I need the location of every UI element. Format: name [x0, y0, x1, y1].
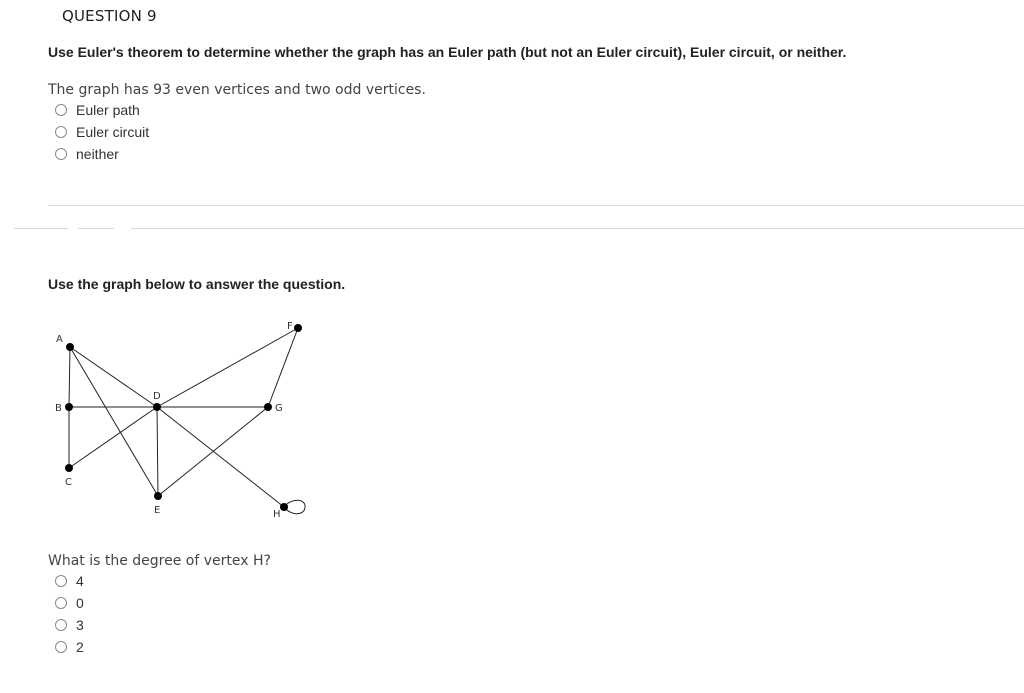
option-label: Euler circuit — [76, 124, 150, 140]
option-label: 3 — [76, 617, 84, 633]
vertex-a — [66, 343, 74, 351]
divider — [14, 228, 68, 229]
divider — [78, 228, 114, 229]
divider — [48, 205, 1024, 206]
edge-d-f — [157, 328, 298, 407]
vertex-b — [65, 403, 73, 411]
vertex-label-f: F — [287, 321, 293, 332]
radio-button[interactable] — [55, 641, 67, 653]
graph-question-prompt: What is the degree of vertex H? — [48, 553, 271, 569]
vertex-e — [154, 492, 162, 500]
graph-edges — [69, 328, 305, 514]
option-label: 4 — [76, 573, 84, 589]
question-prompt: Use Euler's theorem to determine whether the graph has an Euler path (but not an Euler circuit), Euler circuit, or neither. — [48, 44, 847, 60]
vertex-label-g: G — [275, 403, 283, 414]
vertex-h — [280, 503, 288, 511]
radio-button[interactable] — [55, 597, 67, 609]
vertex-f — [294, 324, 302, 332]
option-degree-2[interactable] — [55, 636, 84, 658]
option-label: neither — [76, 146, 119, 162]
edge-d-e — [157, 407, 158, 496]
radio-button[interactable] — [55, 126, 67, 138]
vertex-label-b: B — [55, 403, 62, 414]
radio-button[interactable] — [55, 104, 67, 116]
radio-button[interactable] — [55, 619, 67, 631]
option-degree-4[interactable] — [55, 570, 84, 592]
option-neither[interactable] — [55, 143, 149, 165]
option-label: Euler path — [76, 102, 140, 118]
edge-a-b — [69, 347, 70, 407]
vertex-c — [65, 464, 73, 472]
graph-vertices — [65, 324, 302, 511]
option-euler-path[interactable] — [55, 99, 149, 121]
graph-instruction: Use the graph below to answer the question. — [48, 276, 346, 292]
option-label: 2 — [76, 639, 84, 655]
vertex-d — [153, 403, 161, 411]
option-euler-circuit[interactable] — [55, 121, 149, 143]
edge-f-g — [268, 328, 298, 407]
vertex-label-e: E — [154, 505, 161, 516]
graph-figure — [40, 315, 320, 530]
edge-d-h — [157, 407, 284, 507]
radio-button[interactable] — [55, 148, 67, 160]
answer-options — [55, 99, 149, 165]
question-statement: The graph has 93 even vertices and two odd vertices. — [48, 82, 426, 98]
vertex-label-d: D — [153, 391, 161, 402]
divider — [131, 228, 1024, 229]
option-degree-0[interactable] — [55, 592, 84, 614]
vertex-label-h: H — [273, 509, 281, 520]
option-label: 0 — [76, 595, 84, 611]
vertex-g — [264, 403, 272, 411]
vertex-label-a: A — [56, 334, 63, 345]
radio-button[interactable] — [55, 575, 67, 587]
degree-options — [55, 570, 84, 658]
vertex-label-c: C — [65, 477, 72, 488]
edge-a-d — [70, 347, 157, 407]
edge-c-d — [69, 407, 157, 468]
question-heading: QUESTION 9 — [62, 7, 157, 25]
edge-a-e — [70, 347, 158, 496]
option-degree-3[interactable] — [55, 614, 84, 636]
